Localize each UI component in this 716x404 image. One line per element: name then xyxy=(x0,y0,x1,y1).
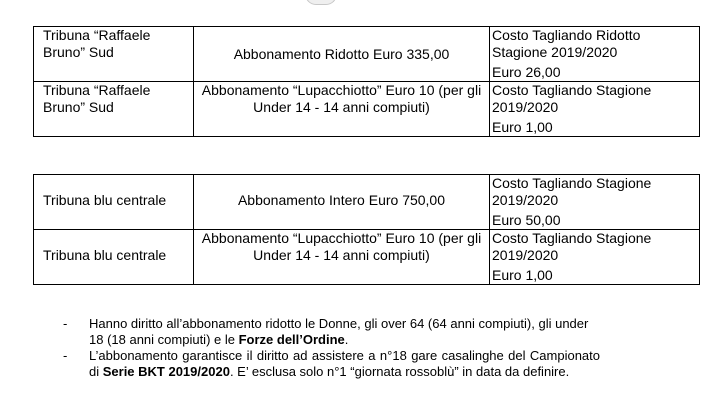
note-text-end: . xyxy=(344,332,349,347)
ticket-cell xyxy=(490,27,700,82)
table-row xyxy=(34,27,700,82)
table-row xyxy=(34,175,700,230)
ticket-cell xyxy=(490,175,700,230)
ticket-price: Euro 1,00 xyxy=(492,119,553,135)
note-item-games xyxy=(63,348,600,380)
table-row xyxy=(34,82,700,137)
note-bold: Serie BKT 2019/2020 xyxy=(102,364,230,379)
ticket-price: Euro 26,00 xyxy=(492,64,561,80)
ticket-price: Euro 1,00 xyxy=(492,267,553,283)
table-row xyxy=(34,230,700,285)
pricing-table-sud xyxy=(33,26,700,137)
ticket-description: Costo Tagliando Stagione 2019/2020 xyxy=(492,82,652,115)
subscription-cell: Abbonamento Intero Euro 750,00 xyxy=(194,175,490,230)
sector-cell: Tribuna “Raffaele Bruno” Sud xyxy=(34,82,194,137)
header-logo-fragment xyxy=(305,0,337,5)
subscription-cell: Abbonamento “Lupacchiotto” Euro 10 (per gli Under 14 - 14 anni compiuti) xyxy=(194,230,490,285)
notes-list xyxy=(63,316,600,380)
bullet-dash: - xyxy=(63,316,68,331)
subscription-cell: Abbonamento “Lupacchiotto” Euro 10 (per gli Under 14 - 14 anni compiuti) xyxy=(194,82,490,137)
note-bold: Forze dell’Ordine xyxy=(238,332,345,347)
note-text-end: . E’ esclusa solo n°1 “giornata rossoblù” in data da definire. xyxy=(229,364,570,379)
pricing-table-centrale xyxy=(33,174,700,285)
bullet-dash: - xyxy=(63,348,68,363)
subscription-cell: Abbonamento Ridotto Euro 335,00 xyxy=(194,27,490,82)
ticket-cell xyxy=(490,230,700,285)
ticket-description: Costo Tagliando Ridotto Stagione 2019/2020 xyxy=(492,27,641,60)
ticket-price: Euro 50,00 xyxy=(492,212,561,228)
sector-cell: Tribuna “Raffaele Bruno” Sud xyxy=(34,27,194,82)
ticket-cell xyxy=(490,82,700,137)
note-text: Hanno diritto all’abbonamento ridotto le Donne, gli over 64 (64 anni compiuti), gli under 18 (18 anni compiuti) e le xyxy=(89,316,589,347)
sector-cell: Tribuna blu centrale xyxy=(34,175,194,230)
note-text: L’abbonamento garantisce il diritto ad assistere a n°18 gare casalinghe del Campionato di xyxy=(89,348,600,379)
note-item-reduced xyxy=(63,316,600,348)
ticket-description: Costo Tagliando Stagione 2019/2020 xyxy=(492,175,652,208)
sector-cell: Tribuna blu centrale xyxy=(34,230,194,285)
ticket-description: Costo Tagliando Stagione 2019/2020 xyxy=(492,230,652,263)
